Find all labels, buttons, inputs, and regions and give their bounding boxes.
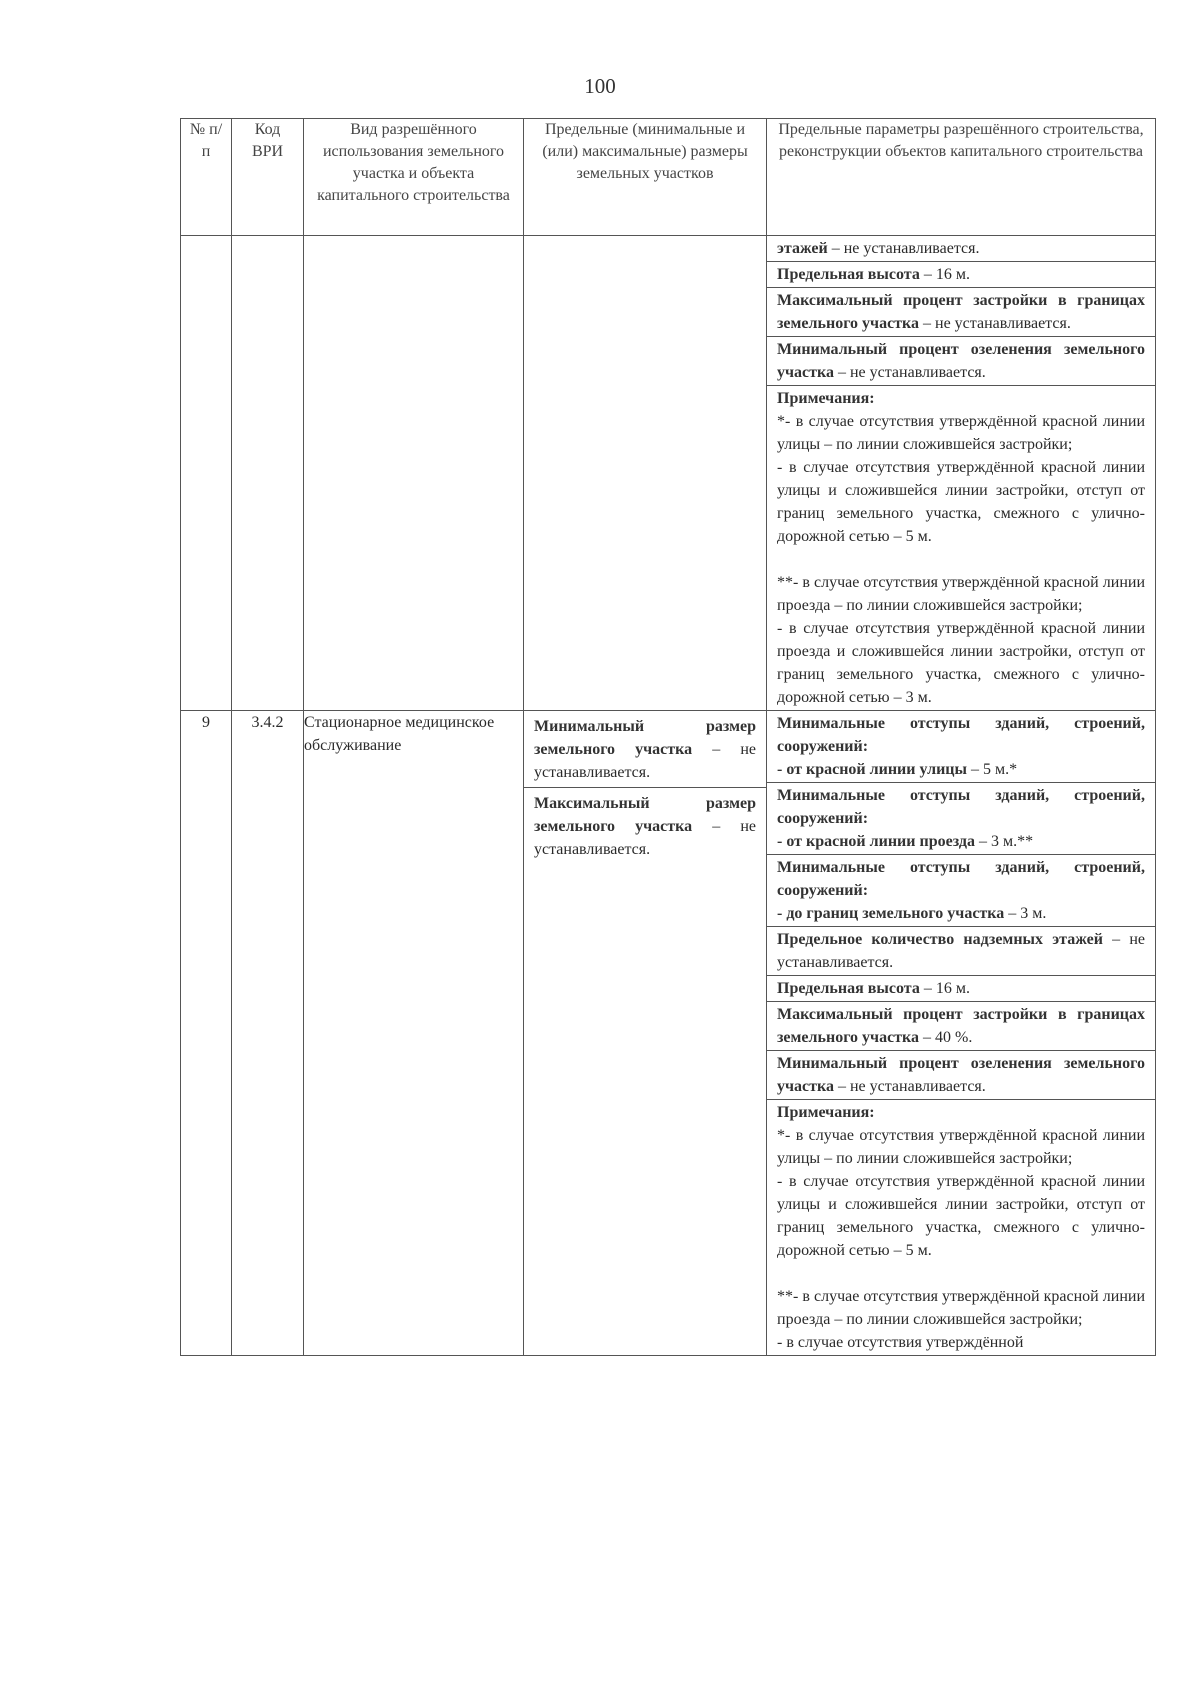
header-code: Код ВРИ [232,119,304,236]
notes-block [767,386,1155,710]
note-item: **- в случае отсутствия утверждённой красной линии проезда – по линии сложившейся застройки; [777,1288,1145,1328]
header-use-type: Вид разрешённого использования земельного участка и объекта капитального строительства [304,119,524,236]
note-item: *- в случае отсутствия утверждённой красной линии улицы – по линии сложившейся застройки; [777,413,1145,453]
cell-code-empty [232,236,304,711]
param-max-building-percent: Максимальный процент застройки в границах земельного участка – не устанавливается. [767,288,1155,337]
note-item: - в случае отсутствия утверждённой [777,1334,1024,1351]
header-parameters: Предельные параметры разрешённого строительства, реконструкции объектов капитального строительства [767,119,1156,236]
note-item: - в случае отсутствия утверждённой красной линии улицы и сложившейся линии застройки, отступ от границ земельного участка, смежного с улично-дорожной сетью – 5 м. [777,1173,1145,1259]
cell-use-type-empty [304,236,524,711]
note-item: *- в случае отсутствия утверждённой красной линии улицы – по линии сложившейся застройки; [777,1127,1145,1167]
param-height: Предельная высота – 16 м. [767,976,1155,1002]
param-height: Предельная высота – 16 м. [767,262,1155,288]
cell-number: 9 [181,711,232,1356]
param-max-building-percent: Максимальный процент застройки в границах земельного участка – 40 %. [767,1002,1155,1051]
cell-sizes [524,711,767,1356]
cell-use-type: Стационарное медицинское обслуживание [304,711,524,1356]
header-number: № п/п [181,119,232,236]
cell-code: 3.4.2 [232,711,304,1356]
notes-block [767,1100,1155,1355]
note-item: **- в случае отсутствия утверждённой красной линии проезда – по линии сложившейся застройки; [777,574,1145,614]
table-row-9 [181,711,1156,1356]
table-row-continued [181,236,1156,711]
cell-parameters [767,711,1156,1356]
note-item: - в случае отсутствия утверждённой красной линии проезда и сложившейся линии застройки, отступ от границ земельного участка, смежного с улично-дорожной сетью – 3 м. [777,620,1145,706]
param-offset-street: Минимальные отступы зданий, строений, сооружений: - от красной линии улицы – 5 м.* [767,711,1155,783]
size-max: Максимальный размер земельного участка – не устанавливается. [524,787,766,864]
notes-title: Примечания: [777,390,875,407]
param-offset-passage: Минимальные отступы зданий, строений, сооружений: - от красной линии проезда – 3 м.** [767,783,1155,855]
notes-title: Примечания: [777,1104,875,1121]
cell-parameters [767,236,1156,711]
cell-number-empty [181,236,232,711]
param-offset-boundary: Минимальные отступы зданий, строений, сооружений: - до границ земельного участка – 3 м. [767,855,1155,927]
size-min: Минимальный размер земельного участка – не устанавливается. [534,718,756,781]
param-floors: Предельное количество надземных этажей – не устанавливается. [767,927,1155,976]
cell-sizes-empty [524,236,767,711]
page-number: 100 [584,74,616,98]
param-min-green-percent: Минимальный процент озеленения земельного участка – не устанавливается. [767,1051,1155,1100]
note-item: - в случае отсутствия утверждённой красной линии улицы и сложившейся линии застройки, отступ от границ земельного участка, смежного с улично-дорожной сетью – 5 м. [777,459,1145,545]
param-min-green-percent: Минимальный процент озеленения земельного участка – не устанавливается. [767,337,1155,386]
table-header [181,119,1156,236]
param-floors-continued: этажей – не устанавливается. [767,236,1155,262]
header-plot-sizes: Предельные (минимальные и (или) максимальные) размеры земельных участков [524,119,767,236]
regulations-table [180,118,1156,1356]
